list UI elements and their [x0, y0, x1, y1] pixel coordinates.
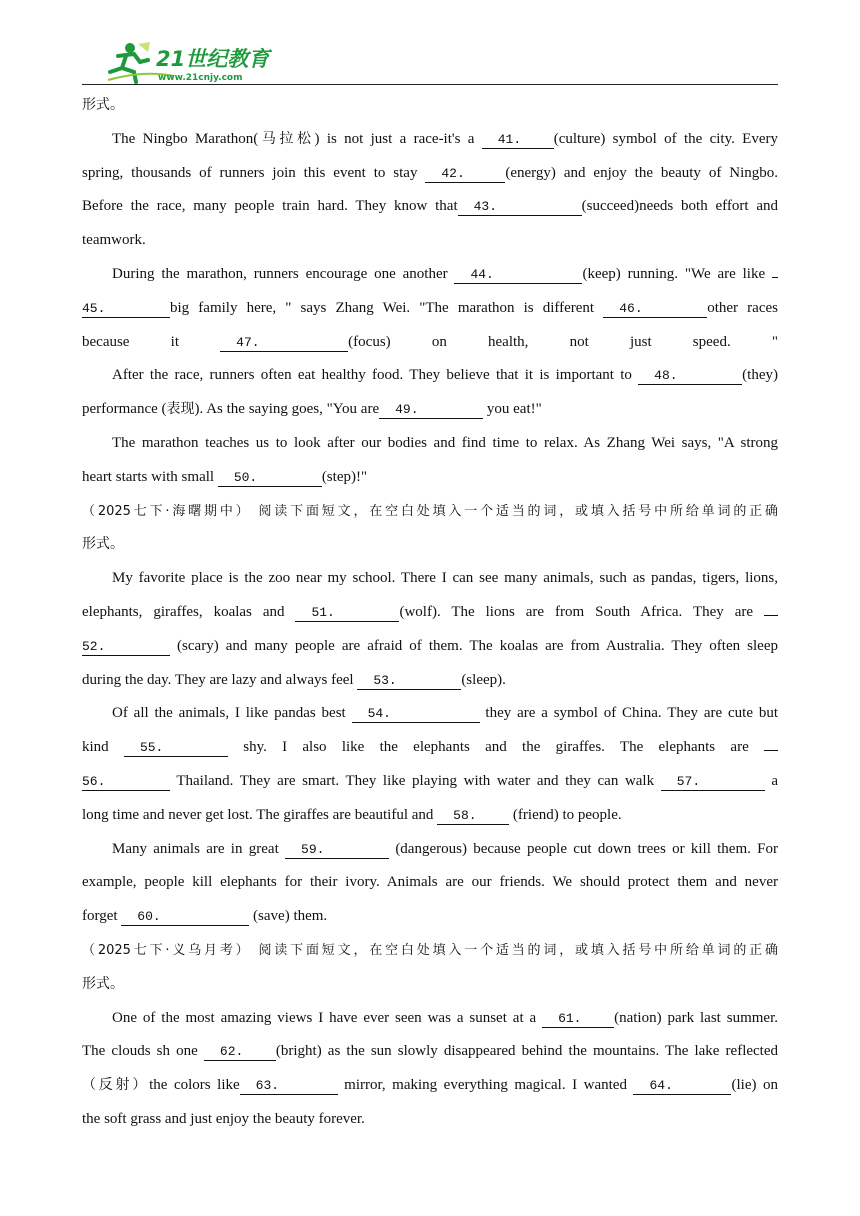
answer-blank[interactable] [633, 1077, 731, 1095]
text-segment: Many animals are in great [112, 840, 286, 857]
text-segment: heart starts with small [82, 468, 218, 485]
logo-url: www.21cnjy.com [158, 73, 243, 83]
blank-number: 50. [233, 469, 258, 485]
blank-number: 52. [82, 638, 106, 654]
text-line [82, 1002, 778, 1036]
blank-number: 62. [219, 1044, 244, 1060]
text-segment: Thailand. They are smart. They like playing with water and they can walk [170, 772, 661, 789]
text-line [82, 934, 778, 968]
answer-blank[interactable] [454, 266, 582, 284]
blank-number: 53. [373, 672, 397, 688]
text-segment: 形式。 [82, 97, 124, 113]
text-segment: My favorite place is the zoo near my school. There I can see many animals, such as pandas, tigers, lions, [112, 570, 778, 587]
text-segment: After the race, runners often eat healthy food. They believe that it is important to [112, 367, 639, 384]
text-segment: kind [82, 739, 124, 756]
answer-blank[interactable] [458, 198, 582, 216]
text-line [82, 393, 778, 427]
blank-number: 58. [453, 807, 477, 823]
blank-number: 57. [676, 773, 701, 789]
text-segment: The marathon teaches us to look after our bodies and find time to relax. As Zhang Wei says, "A strong [112, 434, 778, 451]
text-line [82, 697, 778, 731]
text-segment: ) is not just a race-it's a [314, 130, 482, 147]
answer-blank[interactable] [218, 469, 322, 487]
text-segment: the soft grass and just enjoy the beauty forever. [82, 1110, 365, 1127]
blank-number: 55. [139, 740, 164, 756]
blank-number: 41. [497, 131, 522, 147]
blank-number: 63. [255, 1078, 280, 1094]
text-segment: 马拉松 [258, 130, 315, 147]
text-segment: One of the most amazing views I have ever seen was a sunset at a [112, 1009, 543, 1026]
text-line [82, 190, 778, 224]
text-line [82, 866, 778, 900]
text-segment: performance ( [82, 401, 167, 418]
text-segment: (they) [742, 367, 778, 384]
text-segment: shy. I also like the elephants and the giraffes. The elephants are [227, 739, 765, 756]
text-segment: (step)!" [321, 468, 368, 485]
blank-number: 59. [301, 841, 325, 857]
text-line [82, 326, 778, 360]
text-segment: (energy) and enjoy the beauty of Ningbo. [505, 164, 778, 181]
text-segment: 形式。 [82, 536, 124, 553]
answer-blank[interactable] [638, 367, 742, 385]
answer-blank[interactable] [82, 638, 170, 656]
answer-blank[interactable] [764, 750, 778, 751]
text-segment: big family here, " says Zhang Wei. "The marathon is different [170, 299, 604, 316]
section-source: （2025七下·义乌月考） 阅读下面短文，在空白处填入一个适当的词，或填入括号中所给单词的正确 [82, 942, 778, 958]
answer-blank[interactable] [285, 841, 389, 859]
text-segment: (scary) and many people are afraid of them. The koalas are from Australia. They often sleep [170, 637, 778, 654]
text-line [82, 258, 778, 292]
answer-blank[interactable] [437, 807, 509, 825]
blank-number: 49. [395, 402, 419, 418]
text-segment: the colors like [149, 1077, 240, 1094]
blank-number: 44. [470, 266, 494, 282]
blank-number: 56. [82, 773, 106, 789]
answer-blank[interactable] [220, 334, 348, 352]
text-line [82, 731, 778, 765]
text-line [82, 528, 778, 562]
text-line [82, 1035, 778, 1069]
answer-blank[interactable] [295, 604, 399, 622]
logo-text: 21世纪教育 [156, 47, 270, 71]
blank-number: 47. [236, 334, 260, 350]
text-segment: (culture) symbol of the city. Every [553, 130, 778, 147]
answer-blank[interactable] [82, 300, 170, 318]
text-segment: （反射） [82, 1077, 150, 1094]
text-line [82, 123, 778, 157]
blank-number: 61. [558, 1010, 582, 1026]
text-segment: 表现 [166, 401, 195, 418]
text-segment: (dangerous) because people cut down trees or kill them. For [389, 840, 779, 857]
answer-blank[interactable] [772, 277, 778, 278]
text-line [82, 427, 778, 461]
blank-number: 64. [649, 1078, 673, 1094]
text-line [82, 596, 778, 630]
text-segment: forget [82, 908, 122, 925]
blank-number: 51. [311, 604, 335, 620]
text-segment: The Ningbo Marathon( [112, 130, 259, 147]
text-segment: example, people kill elephants for their ivory. Animals are our friends. We should protect them and never [82, 874, 778, 891]
blank-number: 60. [137, 909, 161, 925]
text-segment: (lie) on [731, 1077, 778, 1094]
text-segment: during the day. They are lazy and always feel [82, 671, 358, 688]
text-segment: Before the race, many people train hard. They know that [82, 198, 458, 215]
blank-number: 48. [654, 368, 678, 384]
text-segment: The clouds sh one [82, 1043, 204, 1060]
text-segment: 形式。 [82, 975, 124, 992]
blank-number: 54. [367, 706, 391, 722]
text-line [82, 89, 778, 123]
text-segment: (sleep). [461, 671, 506, 688]
answer-blank[interactable] [352, 705, 480, 723]
text-line [82, 224, 778, 258]
answer-blank[interactable] [764, 615, 778, 616]
blank-number: 42. [441, 165, 465, 181]
blank-number: 43. [473, 199, 498, 215]
text-line [82, 359, 778, 393]
text-line [82, 495, 778, 529]
text-line [82, 765, 778, 799]
text-line [82, 833, 778, 867]
answer-blank[interactable] [661, 773, 765, 791]
answer-blank[interactable] [240, 1077, 338, 1095]
text-segment: spring, thousands of runners join this event to stay [82, 164, 426, 181]
answer-blank[interactable] [82, 773, 170, 791]
answer-blank[interactable] [204, 1043, 276, 1061]
text-segment: (keep) running. "We are like [582, 265, 772, 282]
text-segment: they are a symbol of China. They are cute but [479, 705, 778, 722]
blank-number: 45. [82, 300, 106, 316]
text-segment: (wolf). The lions are from South Africa. They are [399, 603, 764, 620]
text-segment: other races [707, 299, 778, 316]
section-source: （2025七下·海曙期中） 阅读下面短文，在空白处填入一个适当的词，或填入括号中所给单词的正确 [82, 503, 778, 519]
text-segment: (focus) on health, not just speed. " [348, 333, 778, 350]
text-segment: long time and never get lost. The giraffes are beautiful and [82, 806, 438, 823]
text-segment: you eat!" [483, 401, 542, 418]
text-segment: (nation) park last summer. [614, 1009, 778, 1026]
text-line [82, 900, 778, 934]
text-line [82, 292, 778, 326]
text-line [82, 799, 778, 833]
text-line [82, 630, 778, 664]
answer-blank[interactable] [542, 1010, 614, 1028]
header-rule [82, 84, 778, 85]
page-header [82, 0, 778, 88]
answer-blank[interactable] [357, 672, 461, 690]
text-segment: mirror, making everything magical. I wanted [337, 1077, 634, 1094]
text-segment: teamwork. [82, 232, 146, 249]
text-segment: (bright) as the sun slowly disappeared behind the mountains. The lake reflected [275, 1043, 779, 1060]
text-segment: (save) them. [249, 908, 328, 925]
text-segment: elephants, giraffes, koalas and [82, 603, 296, 620]
blank-number: 46. [619, 300, 643, 316]
logo [104, 40, 274, 84]
text-segment: because it [82, 333, 221, 350]
answer-blank[interactable] [482, 131, 554, 149]
answer-blank[interactable] [603, 300, 707, 318]
text-line [82, 968, 778, 1002]
document-body [82, 89, 778, 1137]
text-line [82, 461, 778, 495]
text-segment: a [764, 772, 778, 789]
text-segment: (friend) to people. [509, 806, 622, 823]
answer-blank[interactable] [124, 739, 228, 757]
text-line [82, 562, 778, 596]
text-segment: (succeed)needs both effort and [581, 198, 778, 215]
text-line [82, 157, 778, 191]
text-segment: During the marathon, runners encourage one another [112, 265, 455, 282]
text-line [82, 664, 778, 698]
answer-blank[interactable] [121, 908, 249, 926]
text-line [82, 1103, 778, 1137]
answer-blank[interactable] [425, 165, 505, 183]
text-segment: Of all the animals, I like pandas best [112, 705, 352, 722]
text-segment: ). As the saying goes, "You are [194, 401, 380, 418]
text-line [82, 1069, 778, 1103]
answer-blank[interactable] [379, 401, 483, 419]
